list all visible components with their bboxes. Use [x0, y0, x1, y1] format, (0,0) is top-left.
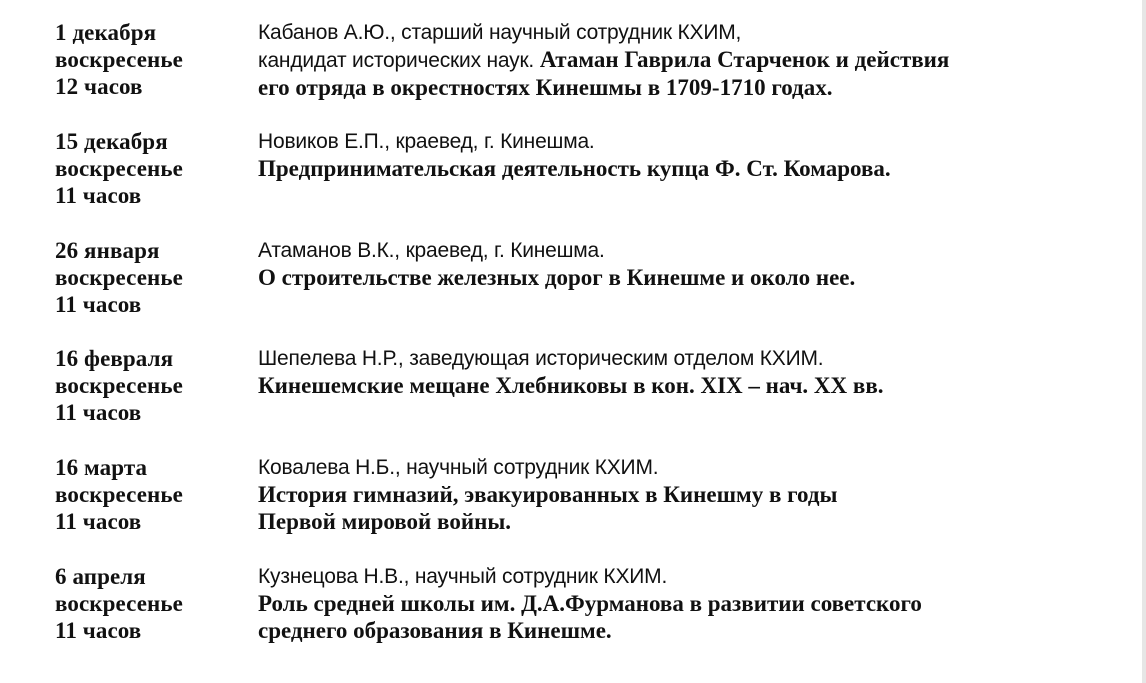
entry-weekday: воскресенье [55, 156, 183, 181]
entry-datetime [55, 345, 245, 426]
entry-author: Кабанов А.Ю., старший научный сотрудник КХИМ, [258, 21, 742, 44]
schedule-entry [0, 128, 1146, 228]
entry-topic: его отряда в окрестностях Кинешмы в 1709-1710 годах. [258, 75, 833, 100]
entry-date: 15 декабря [55, 129, 168, 154]
entry-author: Новиков Е.П., краевед, г. Кинешма. [258, 130, 595, 153]
schedule-entry [0, 454, 1146, 554]
entry-author: Ковалева Н.Б., научный сотрудник КХИМ. [258, 456, 659, 479]
entry-datetime [55, 128, 245, 209]
entry-time: 11 часов [55, 400, 142, 425]
page-edge-divider [1142, 0, 1146, 683]
entry-author: Атаманов В.К., краевед, г. Кинешма. [258, 239, 605, 262]
entry-weekday: воскресенье [55, 482, 183, 507]
entry-date: 16 марта [55, 455, 148, 480]
entry-weekday: воскресенье [55, 373, 183, 398]
entry-topic-line-1: История гимназий, эвакуированных в Кинешму в годы [258, 482, 838, 507]
entry-date: 16 февраля [55, 346, 174, 371]
entry-weekday: воскресенье [55, 47, 183, 72]
entry-datetime [55, 19, 245, 100]
entry-details [258, 19, 1118, 101]
entry-time: 11 часов [55, 183, 142, 208]
entry-details [258, 237, 1118, 291]
entry-topic-line-2: Первой мировой войны. [258, 509, 512, 534]
entry-date: 1 декабря [55, 20, 157, 45]
entry-time: 11 часов [55, 509, 142, 534]
entry-details [258, 345, 1118, 399]
entry-datetime [55, 563, 245, 644]
schedule-entry [0, 345, 1146, 445]
entry-topic: Предпринимательская деятельность купца Ф. Ст. Комарова. [258, 156, 891, 181]
entry-topic-line-2: среднего образования в Кинешме. [258, 618, 612, 643]
entry-author-degree: кандидат исторических наук. [258, 49, 535, 72]
entry-datetime [55, 454, 245, 535]
entry-weekday: воскресенье [55, 591, 183, 616]
entry-topic-start: Атаман Гаврила Старченок и действия [539, 47, 950, 72]
entry-time: 11 часов [55, 618, 142, 643]
entry-time: 11 часов [55, 292, 142, 317]
entry-details [258, 128, 1118, 182]
entry-author-topic-line [258, 46, 1118, 74]
entry-details [258, 454, 1118, 535]
entry-topic: Кинешемские мещане Хлебниковы в кон. XIX – нач. XX вв. [258, 373, 884, 398]
entry-weekday: воскресенье [55, 265, 183, 290]
entry-topic: О строительстве железных дорог в Кинешме и около нее. [258, 265, 856, 290]
entry-datetime [55, 237, 245, 318]
entry-details [258, 563, 1118, 644]
schedule-entry [0, 563, 1146, 663]
entry-date: 6 апреля [55, 564, 146, 589]
entry-topic-line-1: Роль средней школы им. Д.А.Фурманова в развитии советского [258, 591, 922, 616]
entry-author: Шепелева Н.Р., заведующая историческим отделом КХИМ. [258, 347, 824, 370]
entry-date: 26 января [55, 238, 160, 263]
entry-author: Кузнецова Н.В., научный сотрудник КХИМ. [258, 565, 668, 588]
schedule-entry [0, 19, 1146, 119]
schedule-entry [0, 237, 1146, 337]
entry-time: 12 часов [55, 74, 143, 99]
